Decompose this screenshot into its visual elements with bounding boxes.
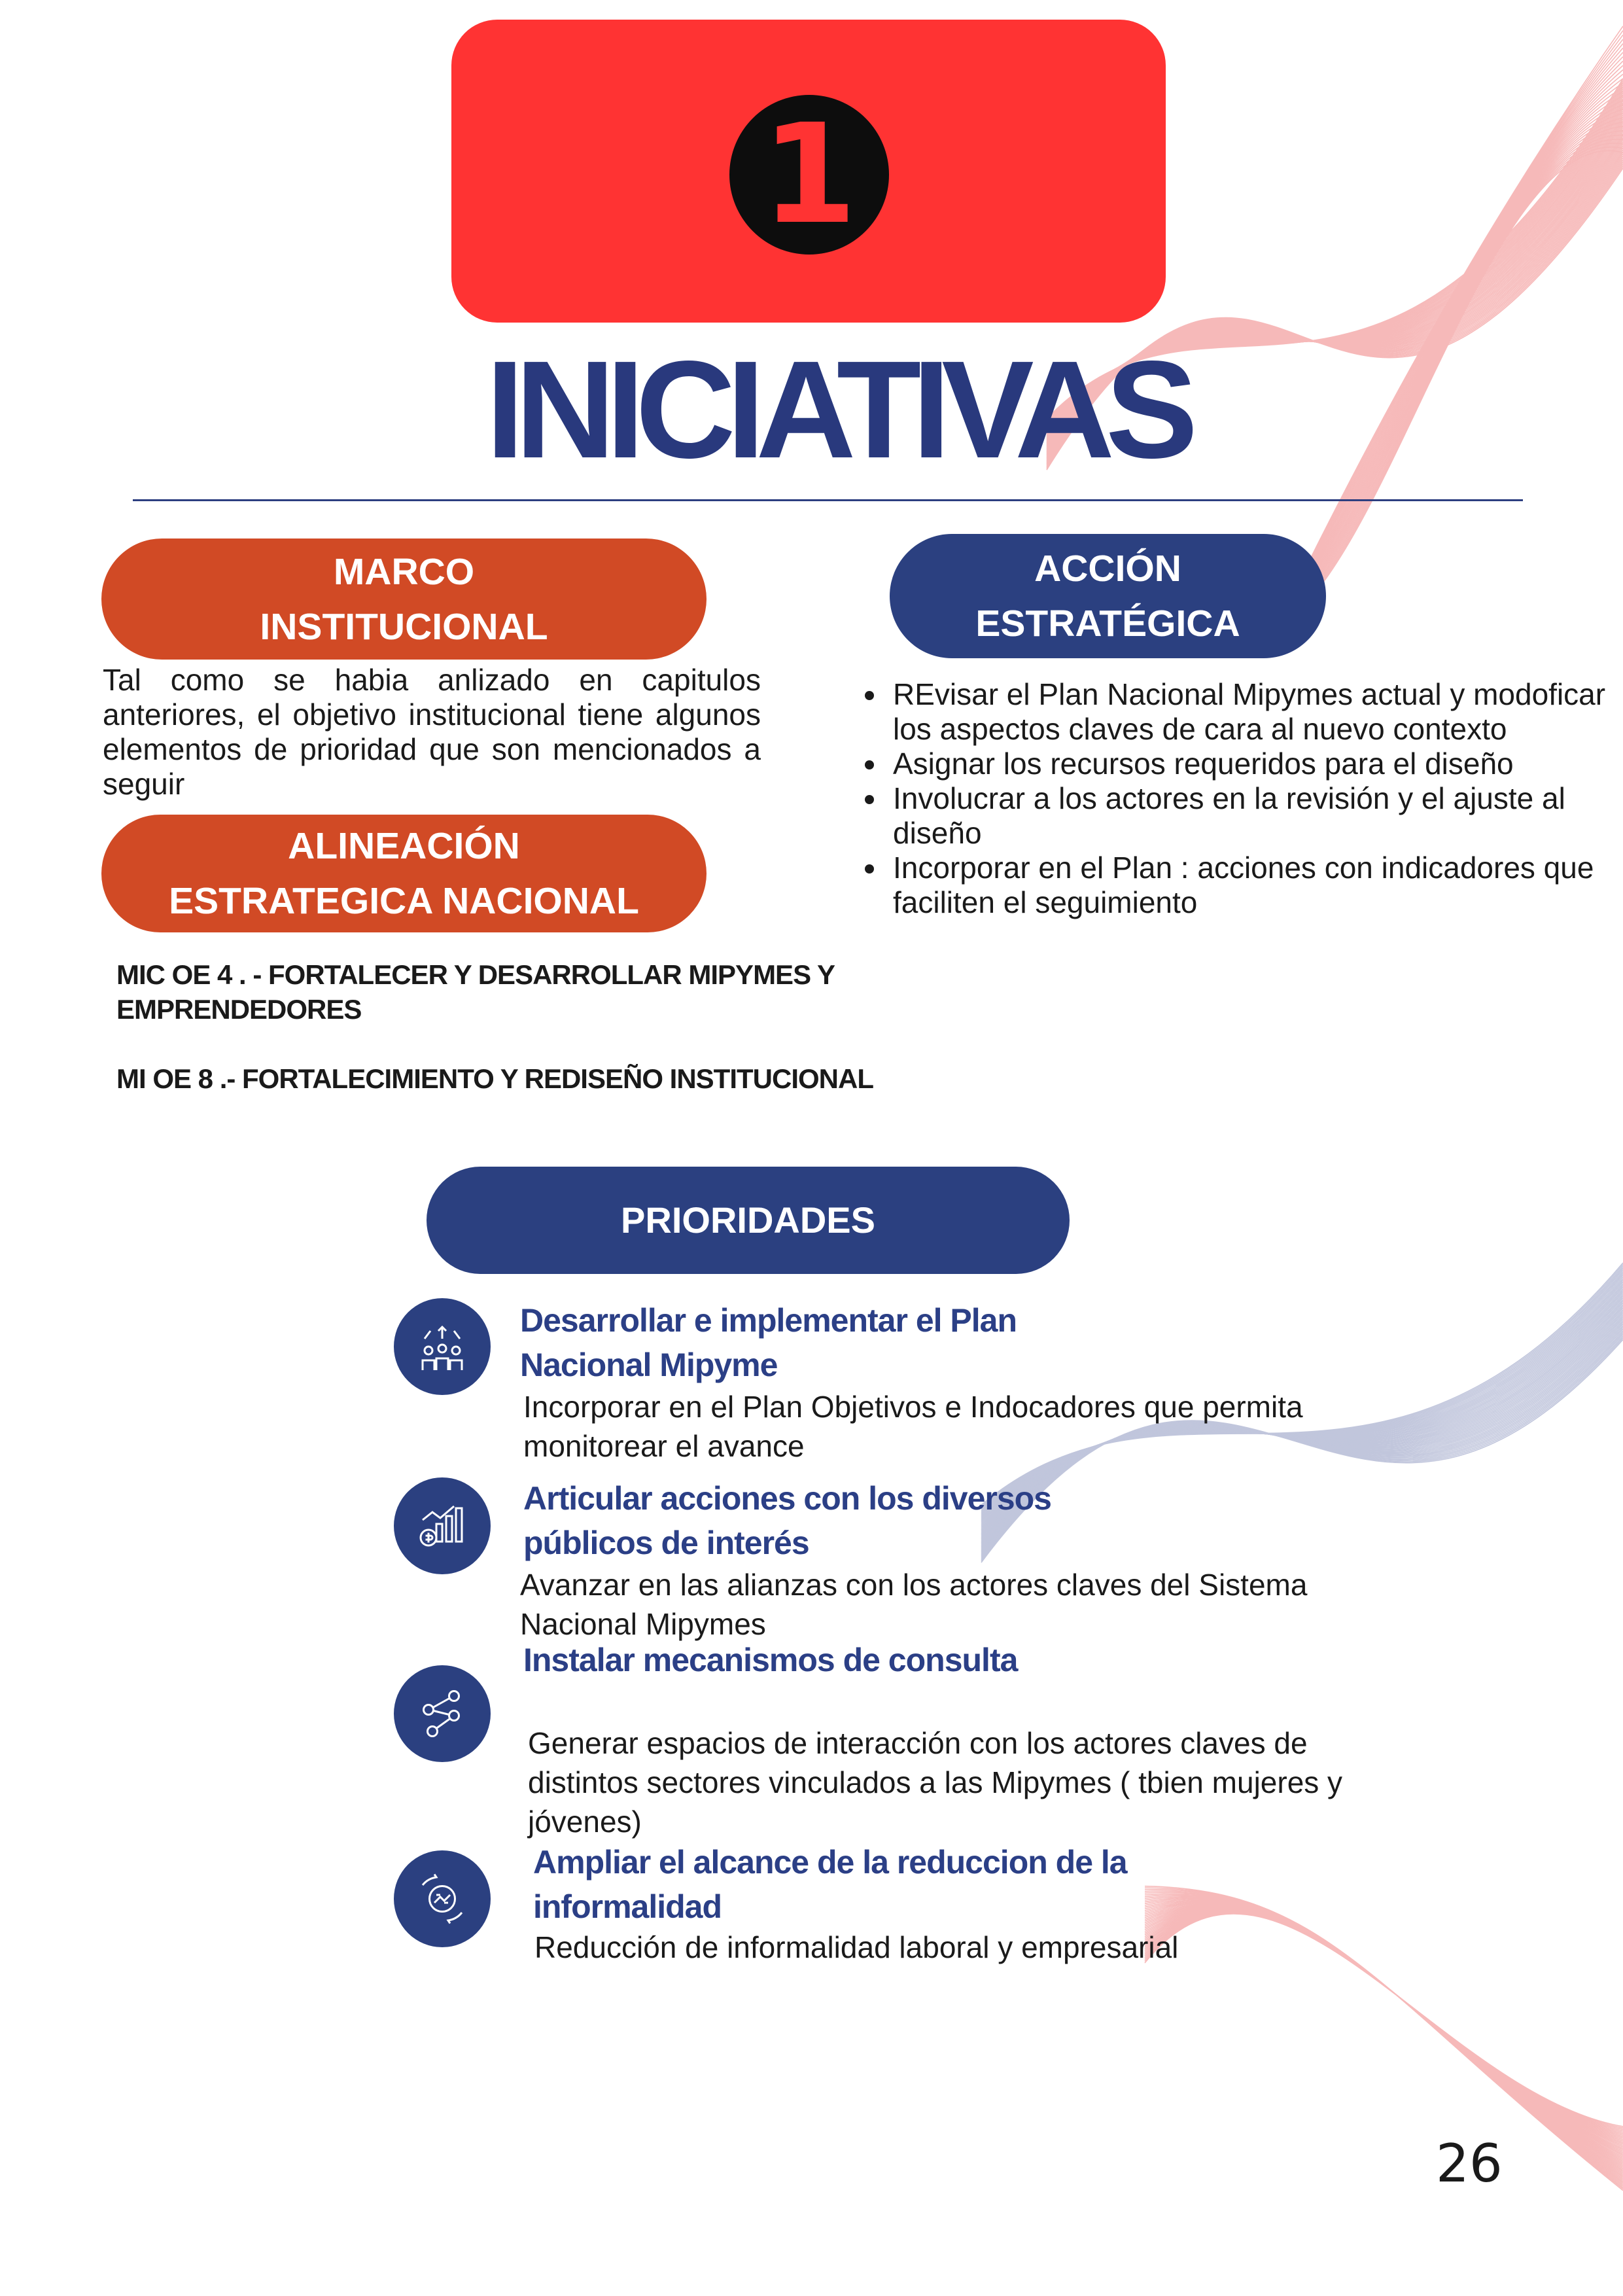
money-chart-icon [394, 1477, 491, 1574]
priority-text-line: monitorear el avance [523, 1429, 805, 1463]
priority-text-line: jóvenes) [528, 1805, 642, 1839]
priority-title [523, 1476, 1051, 1565]
marco-heading-line2: INSTITUCIONAL [260, 605, 548, 648]
accion-heading-line1: ACCIÓN [1034, 548, 1181, 590]
alineacion-estrategica-heading [101, 815, 707, 932]
team-growth-icon [394, 1298, 491, 1395]
priority-text [520, 1565, 1307, 1644]
priority-title-line: Nacional Mipyme [520, 1347, 778, 1383]
alineacion-item: MIC OE 4 . - FORTALECER Y DESARROLLAR MIPYMES Y EMPRENDEDORES [116, 959, 835, 1025]
priority-text-line: Nacional Mipymes [520, 1607, 766, 1641]
priority-title-line: Articular acciones con los diversos [523, 1480, 1051, 1517]
alineacion-item: MI OE 8 .- FORTALECIMIENTO Y REDISEÑO INSTITUCIONAL [116, 1063, 873, 1094]
priority-title [523, 1638, 1017, 1682]
priority-text-line: Reducción de informalidad laboral y empresarial [534, 1930, 1179, 1964]
prioridades-heading: PRIORIDADES [427, 1167, 1070, 1274]
alineacion-heading-line2: ESTRATEGICA NACIONAL [169, 880, 639, 922]
marco-institucional-text: Tal como se habia anlizado en capitulos anteriores, el objetivo institucional tiene algunos elementos de prioridad que son mencionados a seguir [103, 663, 761, 801]
priority-text [523, 1387, 1303, 1466]
priority-title-line: Instalar mecanismos de consulta [523, 1642, 1018, 1678]
priority-title-line: Desarrollar e implementar el Plan [520, 1302, 1017, 1339]
section-number: 1 [761, 94, 858, 255]
page-number: 26 [1436, 2133, 1503, 2194]
priority-title-line: Ampliar el alcance de la reduccion de la [533, 1844, 1127, 1881]
alineacion-heading-line1: ALINEACIÓN [288, 825, 520, 867]
page-title: INICIATIVAS [485, 332, 1189, 487]
accion-item: • REvisar el Plan Nacional Mipymes actual y modoficar los aspectos claves de cara al nuevo contexto [888, 677, 1623, 747]
priority-text-line: Avanzar en las alianzas con los actores claves del Sistema [520, 1568, 1308, 1602]
network-nodes-icon [394, 1665, 491, 1762]
priority-text [528, 1723, 1342, 1841]
accion-item: • Involucrar a los actores en la revisión y el ajuste al diseño [888, 781, 1623, 851]
accion-item: • Incorporar en el Plan : acciones con indicadores que faciliten el seguimiento [888, 851, 1623, 920]
priority-text-line: distintos sectores vinculados a las Mipymes ( tbien mujeres y [528, 1765, 1343, 1799]
accion-item: • Asignar los recursos requeridos para el diseño [888, 747, 1623, 781]
priority-text-line: Generar espacios de interacción con los actores claves de [528, 1726, 1308, 1760]
accion-estrategica-heading [890, 534, 1326, 658]
marco-institucional-heading [101, 539, 707, 660]
priority-title [520, 1298, 1017, 1387]
accion-heading-line2: ESTRATÉGICA [975, 603, 1240, 645]
priority-text [534, 1928, 1178, 1967]
priority-title-line: públicos de interés [523, 1525, 809, 1561]
priority-text-line: Incorporar en el Plan Objetivos e Indocadores que permita [523, 1390, 1303, 1424]
handshake-icon [394, 1850, 491, 1947]
section-number-badge [729, 95, 889, 255]
priority-title [533, 1840, 1127, 1929]
accion-estrategica-list [854, 677, 1623, 920]
priority-title-line: informalidad [533, 1888, 722, 1925]
title-divider [133, 499, 1523, 501]
marco-heading-line1: MARCO [333, 550, 475, 593]
